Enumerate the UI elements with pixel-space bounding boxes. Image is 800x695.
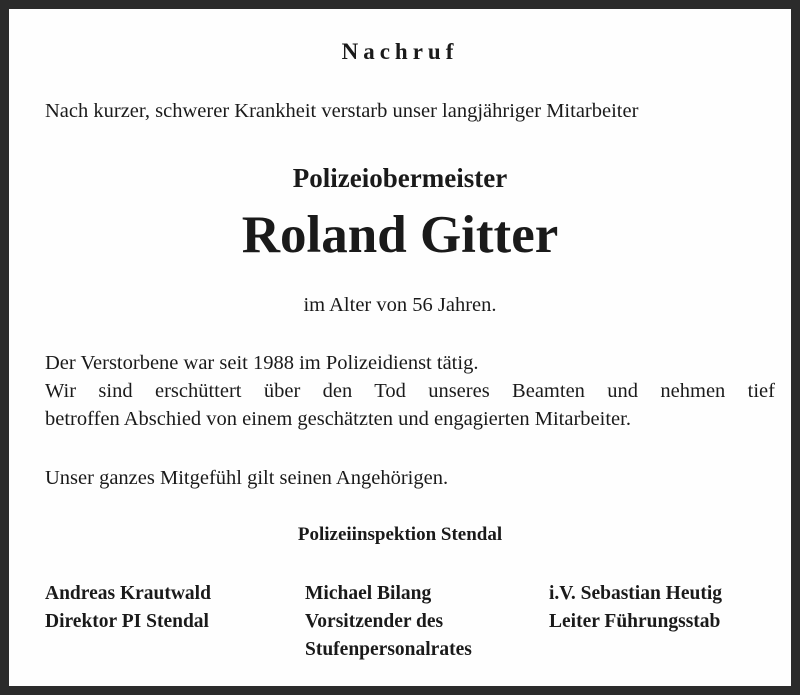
signatory-name: Michael Bilang xyxy=(305,583,432,604)
organization-name: Polizeiinspektion Stendal xyxy=(297,524,503,545)
condolence-paragraph: Unser ganzes Mitgefühl gilt seinen Angehörigen. xyxy=(45,467,449,489)
signatory-3 xyxy=(549,580,722,636)
signatory-title: Vorsitzender des xyxy=(305,611,444,632)
paragraph-line: Der Verstorbene war seit 1988 im Polizeidienst tätig. xyxy=(45,352,479,374)
signatory-title: Stufenpersonalrates xyxy=(305,639,472,660)
paragraph-line: Wir sind erschüttert über den Tod unseres Beamten und nehmen tief xyxy=(45,380,775,402)
deceased-rank: Polizeiobermeister xyxy=(292,163,508,193)
signatory-title: Direktor PI Stendal xyxy=(45,611,209,632)
signatory-2 xyxy=(305,580,472,664)
signatory-name: i.V. Sebastian Heutig xyxy=(549,583,723,604)
paragraph-line: betroffen Abschied von einem geschätzten und engagierten Mitarbeiter. xyxy=(45,408,631,430)
signatory-name: Andreas Krautwald xyxy=(45,583,211,604)
deceased-name: Roland Gitter xyxy=(241,206,559,264)
age-line: im Alter von 56 Jahren. xyxy=(303,294,497,316)
signatory-1 xyxy=(45,580,211,636)
signatory-title: Leiter Führungsstab xyxy=(549,611,721,632)
obituary-heading: Nachruf xyxy=(341,39,459,64)
intro-text: Nach kurzer, schwerer Krankheit verstarb unser langjähriger Mitarbeiter xyxy=(45,100,639,122)
career-paragraph xyxy=(45,349,775,433)
